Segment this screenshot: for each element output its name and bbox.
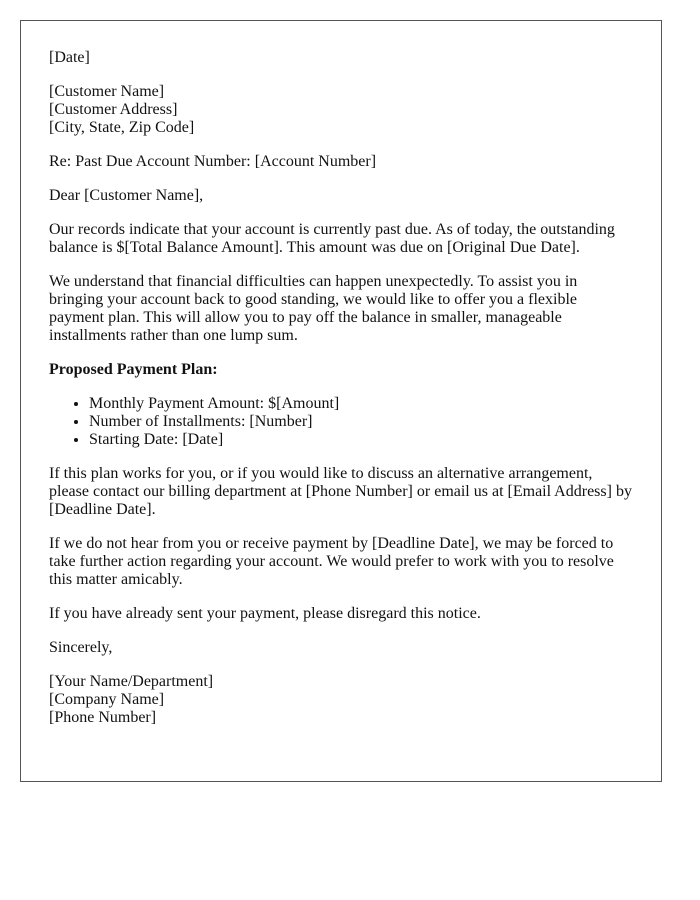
letter-date: [Date] (49, 49, 90, 66)
plan-item-start-date: • Starting Date: [Date] (89, 431, 633, 449)
letter-document (20, 20, 662, 782)
sender-name: [Your Name/Department] (49, 673, 214, 690)
recipient-name: [Customer Name] (49, 83, 165, 100)
paragraph-offer: We understand that financial difficulties can happen unexpectedly. To assist you in bringing your account back to good standing, we would like to offer you a flexible payment plan. This will allow you to pay off the balance in smaller, manageable installments rather than one lump sum. (49, 273, 578, 344)
paragraph-further-action: If we do not hear from you or receive payment by [Deadline Date], we may be forced to take further action regarding your account. We would prefer to work with you to resolve this matter amicably. (49, 535, 614, 588)
paragraph-contact: If this plan works for you, or if you would like to discuss an alternative arrangement, please contact our billing department at [Phone Number] or email us at [Email Address] by [Deadline Date]. (49, 465, 632, 518)
plan-item-installments: • Number of Installments: [Number] (89, 413, 633, 431)
recipient-block (49, 83, 633, 137)
sender-phone: [Phone Number] (49, 709, 157, 726)
subject-line: Re: Past Due Account Number: [Account Number] (49, 153, 377, 170)
sender-company: [Company Name] (49, 691, 165, 708)
recipient-address: [Customer Address] (49, 101, 178, 118)
signoff: Sincerely, (49, 639, 113, 656)
plan-list (49, 395, 633, 449)
plan-heading-text: Proposed Payment Plan: (49, 361, 218, 378)
plan-item-monthly-amount: • Monthly Payment Amount: $[Amount] (89, 395, 633, 413)
sender-block (49, 673, 633, 727)
plan-heading (49, 361, 633, 379)
paragraph-past-due: Our records indicate that your account is currently past due. As of today, the outstanding balance is $[Total Balance Amount]. This amount was due on [Original Due Date]. (49, 221, 615, 256)
recipient-city: [City, State, Zip Code] (49, 119, 195, 136)
paragraph-disregard: If you have already sent your payment, please disregard this notice. (49, 605, 481, 622)
salutation: Dear [Customer Name], (49, 187, 204, 204)
